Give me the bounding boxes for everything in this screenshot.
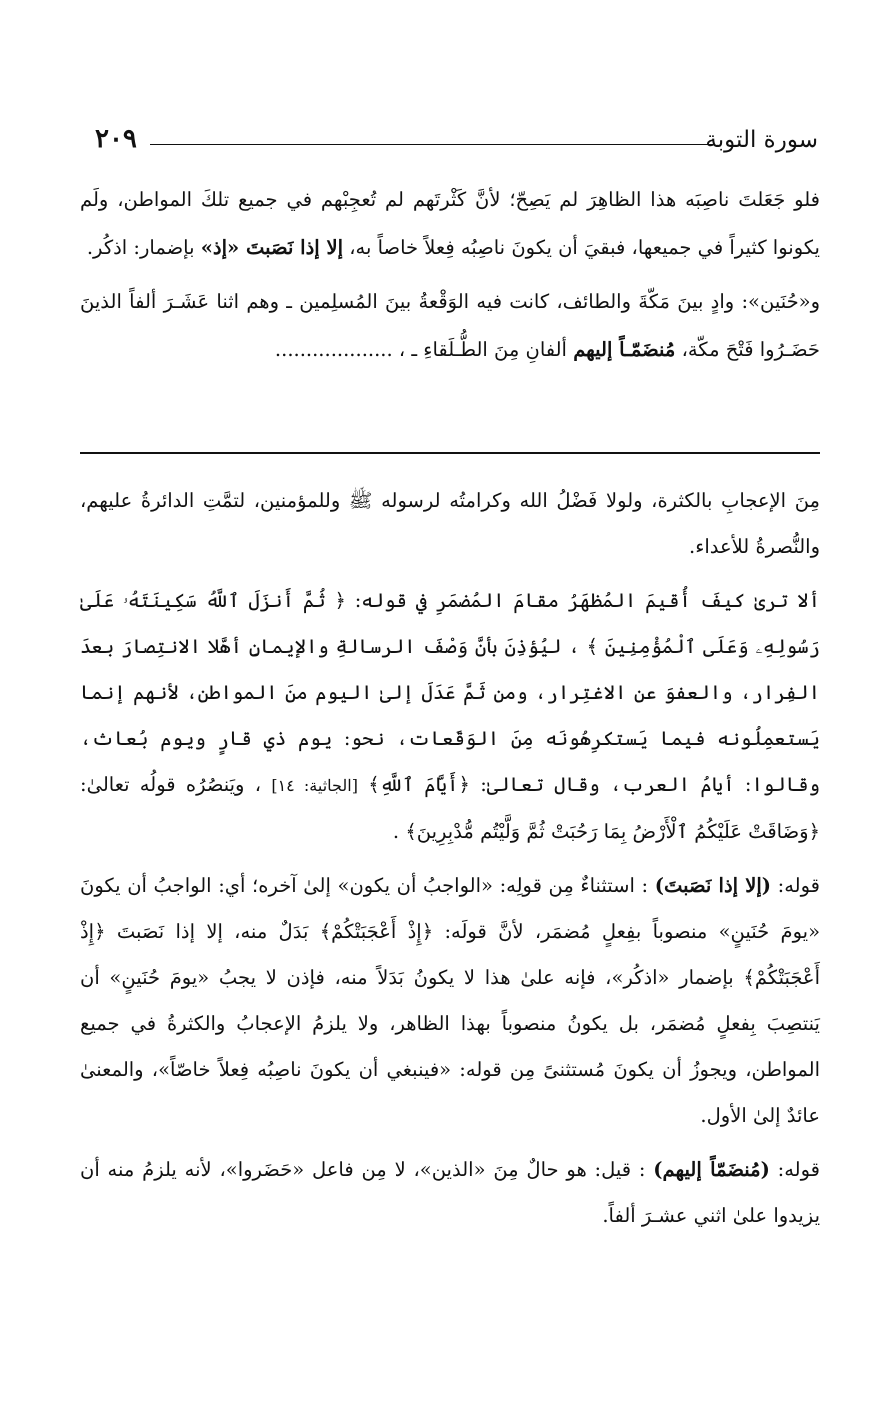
quran-quote: ﴿ ثُمَّ أَنزَلَ ٱللَّهُ سَكِينَتَهُۥ عَلَىٰ رَسُولِهِۦ وَعَلَى ٱلْمُؤْمِنِينَ ﴾ [80, 589, 820, 658]
bold-phrase: (مُنضَمّاً إليهم) [653, 1158, 770, 1181]
main-paragraph-1: فلو جَعَلتَ ناصِبَه هذا الظاهِرَ لم يَصِحّ؛ لأنَّ كَثْرتَهم لم تُعجِبْهم في جميع تلكَ المواطن، ولَم يكونوا كثيراً في جميعها، فبقيَ أن يكونَ ناصِبُه فِعلاً خاصاً به، إلا إذا نَصَبتَ «إذ» بإضمار: اذكُر. [80, 188, 820, 259]
bold-phrase: (إلا إذا نَصَبتَ) [654, 874, 772, 897]
commentary-paragraph-4: قوله: (مُنضَمّاً إليهم) : قيل: هو حالٌ مِنَ «الذين»، لا مِن فاعل «حَضَروا»، لأنه يلزمُ منه أن يزيدوا علىٰ اثني عشـرَ ألفاً. [80, 1158, 820, 1227]
commentary-paragraph-1: مِنَ الإعجابِ بالكثرة، ولولا فَضْلُ الله وكرامتُه لرسوله ﷺ وللمؤمنين، لتمَّتِ الدائرةُ عليهم، والنُّصرةُ للأعداء. [80, 489, 820, 558]
main-paragraph-2: و«حُنَين»: وادٍ بينَ مَكّةَ والطائف، كانت فيه الوَقْعةُ بينَ المُسلِمين ـ وهم اثنا عَشَـرَ ألفاً الذينَ حَضَـرُوا فَتْحَ مكّة، مُنضَمّـاً إليهم ألفانِ مِنَ الطُّـلَقاءِ ـ ، ................... [80, 290, 820, 361]
running-title: سورة التوبة [705, 127, 818, 153]
commentary-text [80, 478, 820, 1239]
quran-quote: ﴿إِذْ أَعْجَبَتْكُمْ﴾ [319, 920, 434, 943]
bold-phrase: مُنضَمّـاً إليهم [573, 338, 676, 361]
quran-quote: ﴿وَضَاقَتْ عَلَيْكُمُ ٱلْأَرْضُ بِمَا رَحُبَتْ ثُمَّ وَلَّيْتُم مُّدْبِرِينَ﴾ [405, 820, 820, 843]
quran-quote: ﴿إِذْ أَعْجَبَتْكُمْ﴾ [80, 920, 820, 989]
commentary-paragraph-2: ألا ترىٰ كيفَ أُقيمَ المُظهَرُ مقامَ المُضمَرِ في قوله: ﴿ ثُمَّ أَنزَلَ ٱللَّهُ سَكِينَتَهُۥ عَلَىٰ رَسُولِهِۦ وَعَلَى ٱلْمُؤْمِنِينَ ﴾ ، ليُؤذِنَ بأنَّ وَصْفَ الرسالةِ والإيمانِ أهَّلا الانتِصارَ بعدَ الفِرار، والعفوَ عن الاغتِرار، ومن ثَمَّ عَدَلَ إلىٰ اليوم منَ المواطن، لأنهم إنما يَستعمِلُونه فيما يَستكرِهُونَه مِنَ الوَقَعات، نحو: يوم ذي قارٍ ويوم بُعاث، وقالوا: أيامُ العرب، وقال تعالىٰ: ﴿أَيَّامَ ٱللَّهِ﴾ [الجاثية: ١٤] ، ويَنصُرُه قولُه تعالىٰ: ﴿وَضَاقَتْ عَلَيْكُمُ ٱلْأَرْضُ بِمَا رَحُبَتْ ثُمَّ وَلَّيْتُم مُّدْبِرِينَ﴾ . [80, 589, 821, 843]
continuation-dots: ................... [274, 338, 393, 361]
verse-reference: [الجاثية: ١٤] [271, 776, 358, 795]
section-divider [80, 452, 820, 454]
page-header [95, 124, 818, 160]
header-rule [150, 144, 715, 145]
quran-quote: ﴿أَيَّامَ ٱللَّهِ﴾ [368, 773, 470, 796]
commentary-paragraph-3: قوله: (إلا إذا نَصَبتَ) : استثناءٌ مِن قولِه: «الواجبُ أن يكون» إلىٰ آخره؛ أي: الواجبُ أن يكونَ «يومَ حُنَينٍ» منصوباً بفِعلٍ مُضمَر، لأنَّ قولَه: ﴿إِذْ أَعْجَبَتْكُمْ﴾ بَدَلٌ منه، إلا إذا نَصَبتَ ﴿إِذْ أَعْجَبَتْكُمْ﴾ بإضمار «اذكُر»، فإنه علىٰ هذا لا يكونُ بَدَلاً منه، فإذن لا يجبُ «يومَ حُنَينٍ» أن يَنتصِبَ بِفعلٍ مُضمَر، بل يكونُ منصوباً بهذا الظاهر، ولا يلزمُ الإعجابُ والكثرةُ في جميع المواطن، ويجوزُ أن يكونَ مُستثنىً مِن قوله: «فينبغي أن يكونَ ناصِبُه فِعلاً خاصّاً»، والمعنىٰ عائدٌ إلىٰ الأول. [80, 874, 821, 1127]
bold-phrase: إلا إذا نَصَبتَ «إذ» [200, 236, 344, 259]
main-text [80, 176, 820, 374]
page-number: ٢٠٩ [95, 124, 137, 154]
